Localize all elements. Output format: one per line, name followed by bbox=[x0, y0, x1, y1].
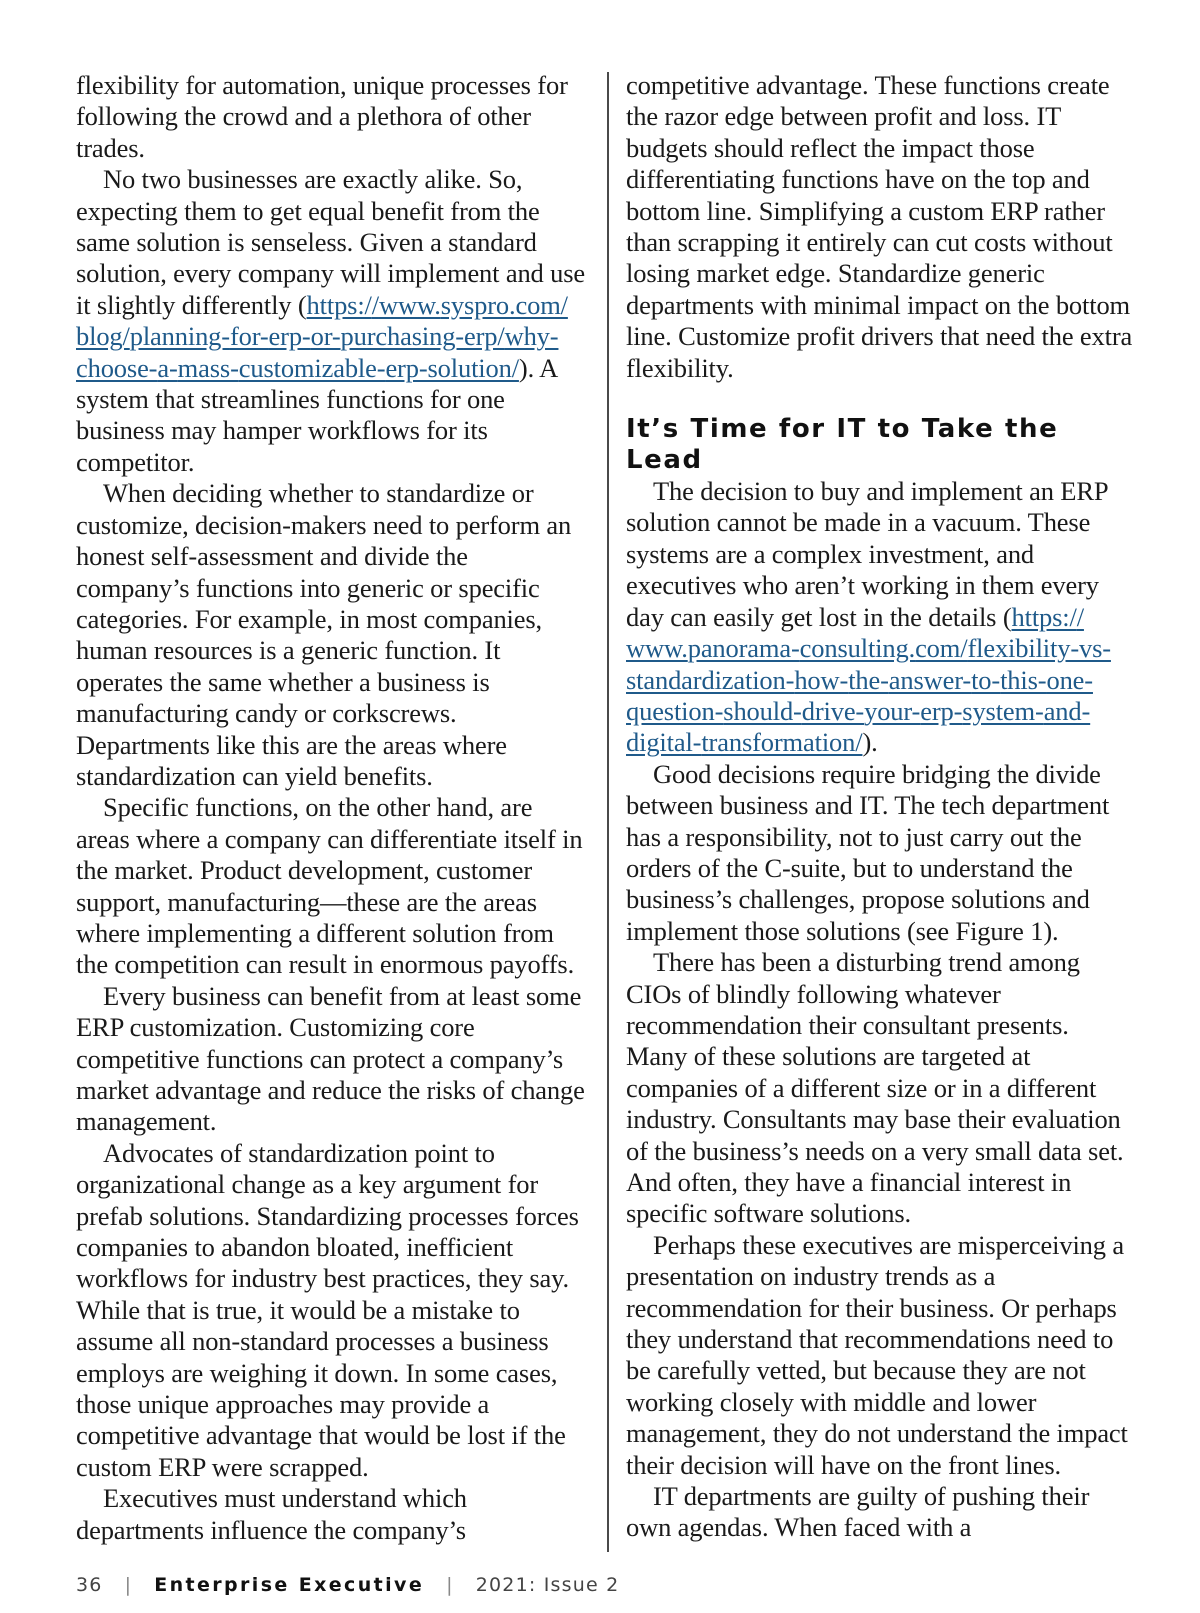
paragraph: Perhaps these executives are misperceiving a presentation on industry trends as a recommendation for their business. Or perhaps they understand that recommendations need to be carefully vetted, but because they are not working closely with middle and lower management, they do not understand the impact their decision will have on the front lines. bbox=[626, 1229, 1128, 1480]
column-divider bbox=[607, 72, 609, 1552]
paragraph: Good decisions require bridging the divide between business and IT. The tech department has a responsibility, not to just carry out the orders of the C-suite, but to understand the business’s challenges, propose solutions and implement those solutions (see Figure 1). bbox=[626, 758, 1110, 946]
paragraph: IT departments are guilty of pushing their own agendas. When faced with a bbox=[626, 1481, 1090, 1543]
paragraph-text: ). A system that streamlines functions for one business may hamper workflows for its competitor. bbox=[76, 352, 557, 477]
paragraph: Every business can benefit from at least some ERP customization. Customizing core competitive functions can protect a company’s market advantage and reduce the risks of change management. bbox=[76, 980, 585, 1137]
section-heading: It’s Time for IT to Take the Lead bbox=[626, 414, 1059, 476]
paragraph: flexibility for automation, unique processes for following the crowd and a plethora of other trades. bbox=[76, 70, 568, 163]
paragraph: When deciding whether to standardize or customize, decision-makers need to perform an honest self-assessment and divide the company’s functions into generic or specific categories. For example, in most companies, human resources is a generic function. It operates the same whether a business is manufacturing candy or corkscrews. Departments like this are the areas where standardization can yield benefits. bbox=[76, 478, 572, 791]
issue-label: 2021: Issue 2 bbox=[475, 1574, 620, 1596]
paragraph bbox=[76, 164, 586, 478]
paragraph: Executives must understand which departments influence the company’s bbox=[76, 1483, 467, 1545]
footer-separator: | bbox=[446, 1574, 454, 1596]
footer-separator: | bbox=[124, 1574, 133, 1596]
paragraph-text: The decision to buy and implement an ERP solution cannot be made in a vacuum. These systems are a complex investment, and executives who aren’t working in them every day can easily get lost in the details ( bbox=[626, 476, 1108, 632]
paragraph: Advocates of standardization point to organizational change as a key argument for prefab solutions. Standardizing processes forces companies to abandon bloated, inefficient workflows for industry best practices, they say. While that is true, it would be a mistake to assume all non-standard processes a business employs are weighing it down. In some cases, those unique approaches may provide a competitive advantage that would be lost if the custom ERP were scrapped. bbox=[76, 1137, 579, 1482]
paragraph: There has been a disturbing trend among CIOs of blindly following whatever recommendation their consultant presents. Many of these solutions are targeted at companies of a different size or in a different industry. Consultants may base their evaluation of the business’s needs on a very small data set. And often, they have a financial interest in specific software solutions. bbox=[626, 947, 1124, 1229]
page-footer bbox=[76, 1574, 619, 1596]
paragraph bbox=[626, 476, 1136, 759]
right-column bbox=[626, 70, 1136, 1544]
magazine-title: Enterprise Executive bbox=[154, 1574, 425, 1596]
page-number: 36 bbox=[76, 1574, 103, 1596]
syspro-link[interactable]: https://www.syspro.com/blog/planning-for-erp-or-purchasing-erp/why-choose-a-mass-customizable-erp-solution/ bbox=[76, 289, 568, 383]
paragraph-text: ). bbox=[862, 727, 878, 758]
paragraph: competitive advantage. These functions create the razor edge between profit and loss. IT budgets should reflect the impact those differentiating functions have on the top and bottom line. Simplifying a custom ERP rather than scrapping it entirely can cut costs without losing market edge. Standardize generic departments with minimal impact on the bottom line. Customize profit drivers that need the extra flexibility. bbox=[626, 70, 1133, 383]
paragraph-text: No two businesses are exactly alike. So, expecting them to get equal benefit from the same solution is senseless. Given a standard solution, every company will implement and use it slightly differently ( bbox=[76, 164, 586, 320]
left-column bbox=[76, 70, 586, 1546]
paragraph: Specific functions, on the other hand, are areas where a company can differentiate itself in the market. Product development, customer support, manufacturing—these are the areas where implementing a different solution from the competition can result in enormous payoffs. bbox=[76, 792, 583, 980]
panorama-link[interactable]: https://www.panorama-consulting.com/flexibility-vs-standardization-how-the-answer-to-this-one-question-should-drive-your-erp-system-and-digital-transformation/ bbox=[626, 601, 1111, 758]
